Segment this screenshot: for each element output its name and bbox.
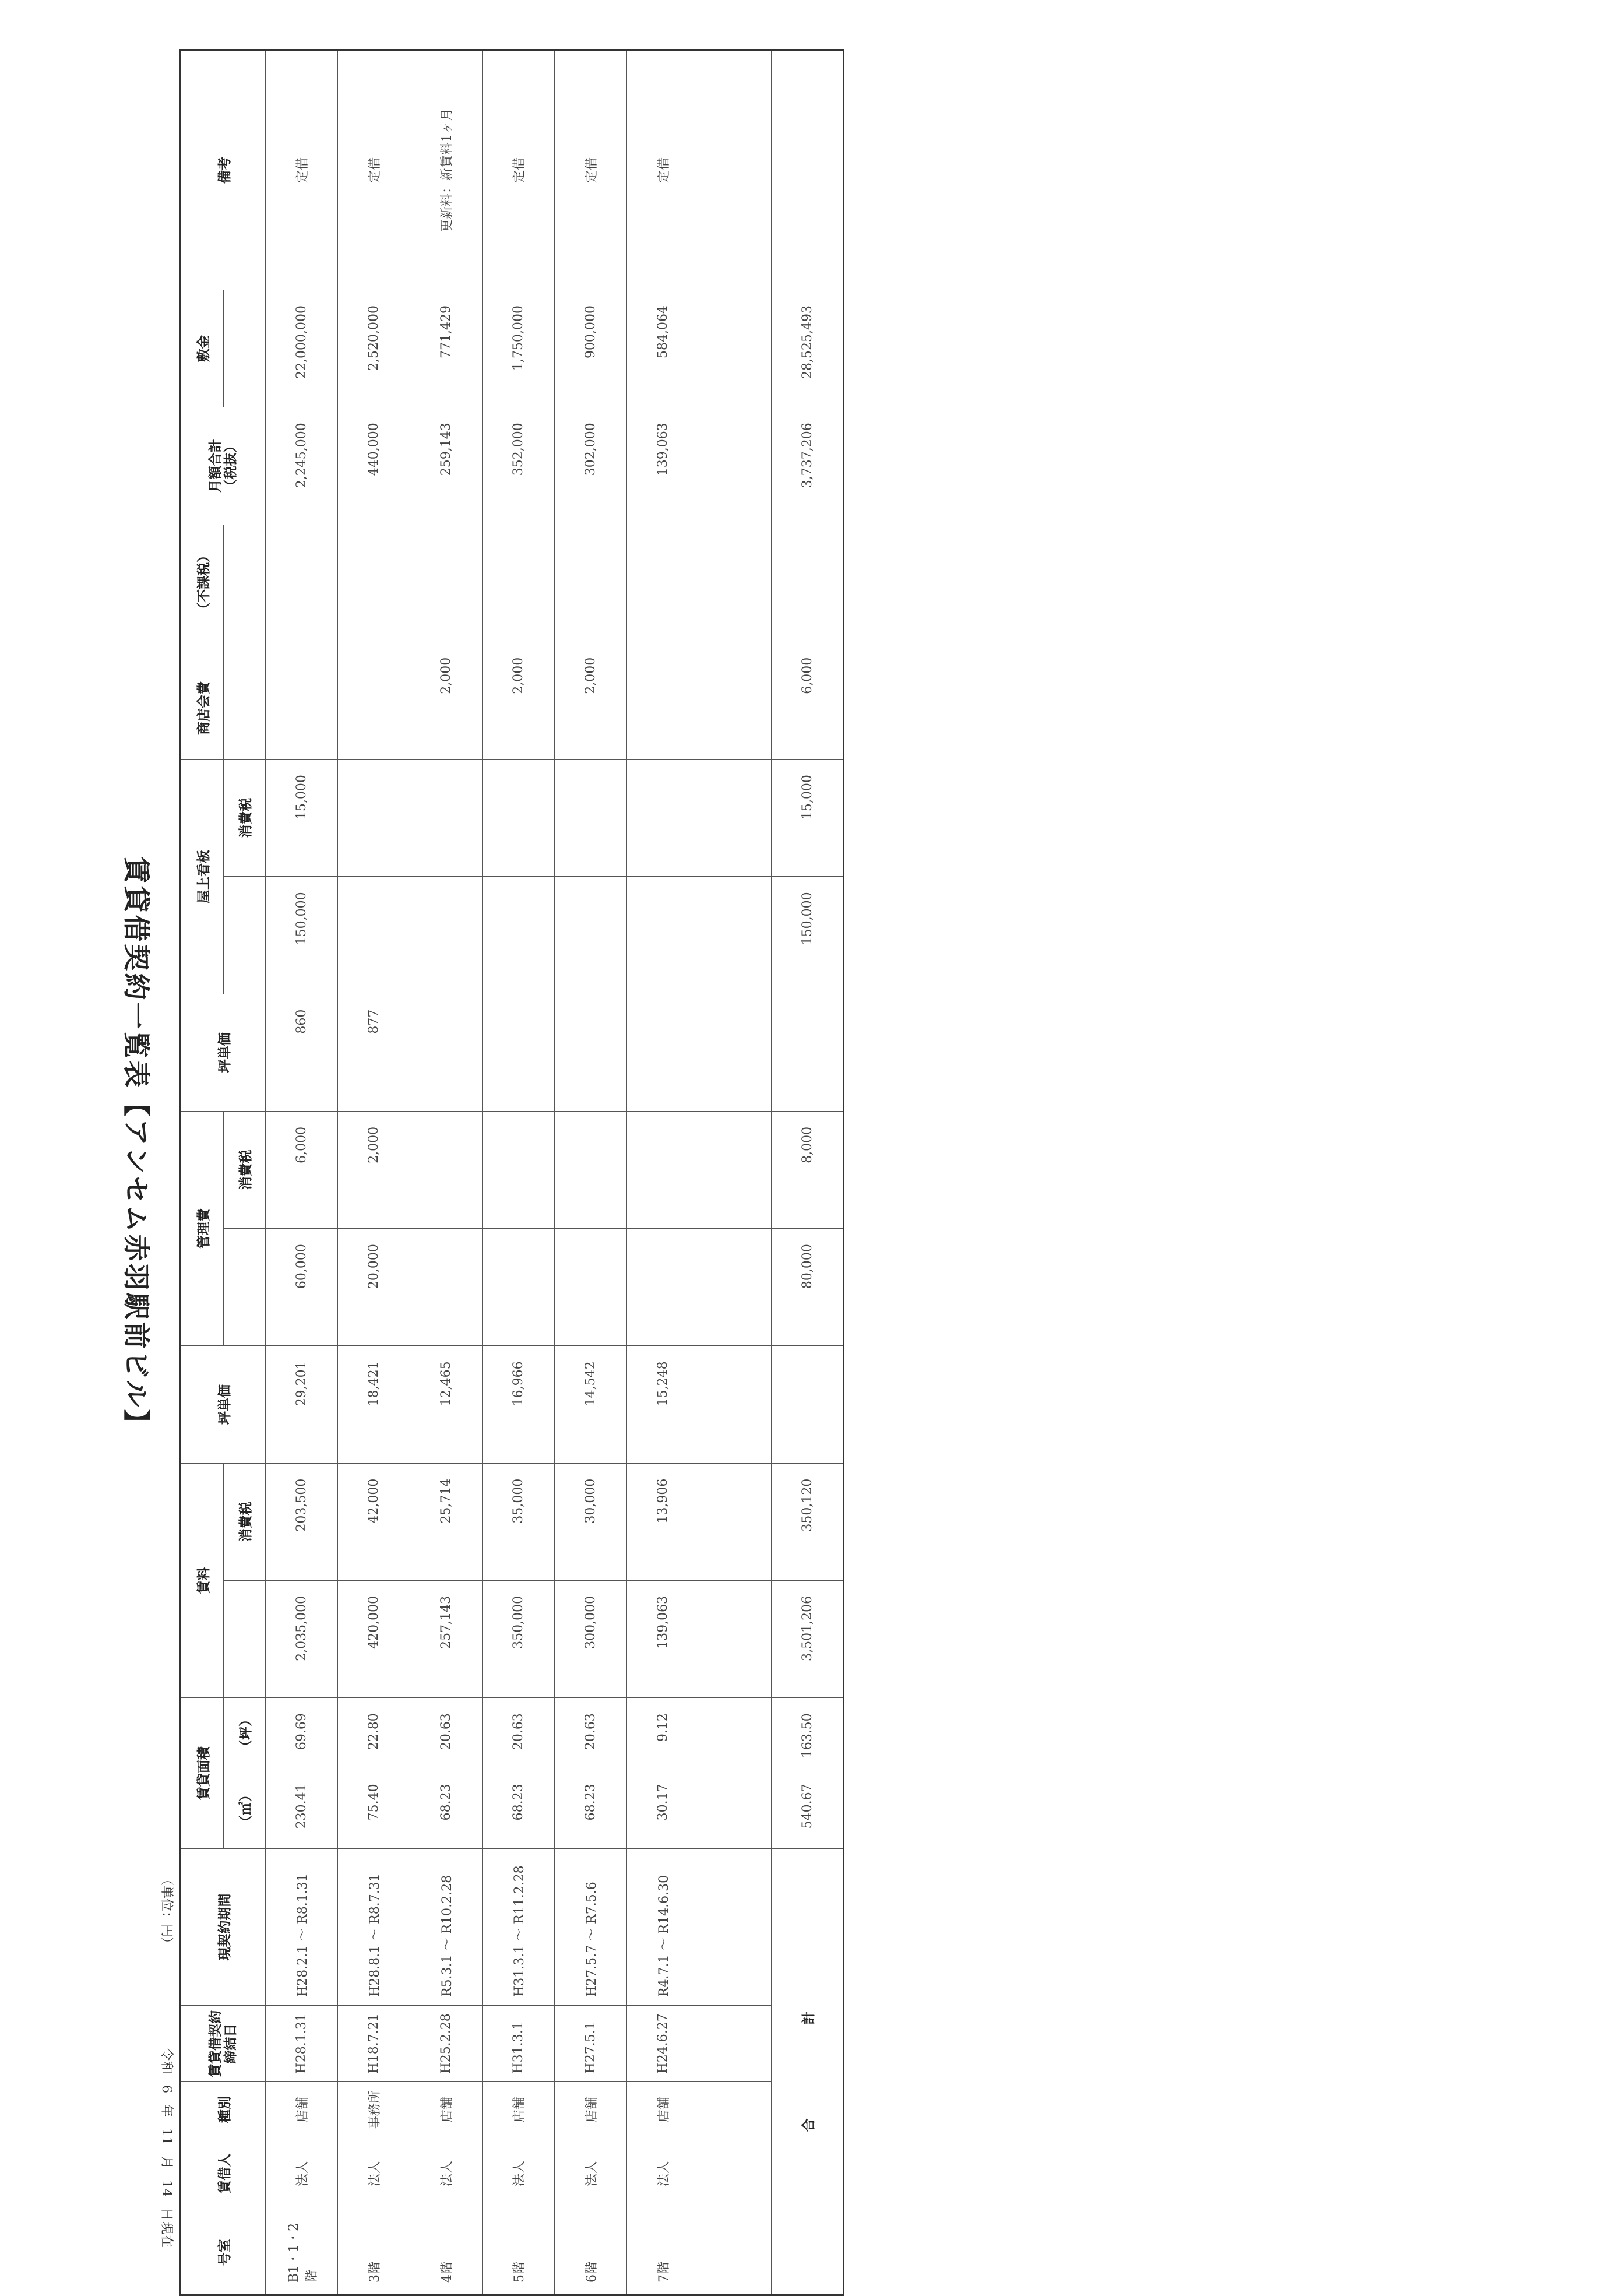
cell-rent-unit: 29,201 xyxy=(266,1346,338,1463)
cell-mgmt: 20,000 xyxy=(338,1229,410,1346)
cell-assoc-blank xyxy=(555,525,627,642)
cell-area-m2 xyxy=(699,1768,772,1849)
cell-period: R4.7.1 ～ R14.6.30 xyxy=(627,1848,699,2005)
cell-rent-unit: 16,966 xyxy=(483,1346,555,1463)
cell-rent: 350,000 xyxy=(483,1580,555,1697)
cell-room: 7階 xyxy=(627,2210,699,2295)
lease-rows xyxy=(266,50,844,2295)
cell-assoc-blank xyxy=(699,525,772,642)
cell-rent: 420,000 xyxy=(338,1580,410,1697)
header-deposit: 敷金 xyxy=(181,290,224,407)
cell-sign-tax xyxy=(338,760,410,877)
header-lessee: 賃借人 xyxy=(181,2137,266,2210)
total-rent-tax: 350,120 xyxy=(772,1463,844,1580)
cell-rent-tax: 42,000 xyxy=(338,1463,410,1580)
cell-mgmt: 60,000 xyxy=(266,1229,338,1346)
cell-rent-tax: 25,714 xyxy=(410,1463,483,1580)
cell-assoc-blank xyxy=(266,525,338,642)
cell-mgmt-unit xyxy=(483,994,555,1111)
header-sign-amount xyxy=(224,877,266,994)
total-mgmt: 80,000 xyxy=(772,1229,844,1346)
total-monthly: 3,737,206 xyxy=(772,407,844,525)
cell-lessee: 法人 xyxy=(483,2137,555,2210)
cell-assoc-blank xyxy=(483,525,555,642)
cell-lessee: 法人 xyxy=(627,2137,699,2210)
total-mgmt-tax: 8,000 xyxy=(772,1111,844,1228)
cell-sign-tax xyxy=(483,760,555,877)
cell-deposit: 900,000 xyxy=(555,290,627,407)
total-label: 合 計 xyxy=(772,1848,844,2295)
header-area: 賃貸面積 xyxy=(181,1698,224,1849)
cell-mgmt-tax: 6,000 xyxy=(266,1111,338,1228)
cell-remarks: 定借 xyxy=(483,50,555,290)
cell-sign xyxy=(699,877,772,994)
cell-assoc: 2,000 xyxy=(555,642,627,759)
cell-lessee: 法人 xyxy=(266,2137,338,2210)
total-sign: 150,000 xyxy=(772,877,844,994)
header-mgmt-tax: 消費税 xyxy=(224,1111,266,1228)
cell-area-tsubo: 69.69 xyxy=(266,1698,338,1768)
cell-lessee: 法人 xyxy=(338,2137,410,2210)
cell-rent: 2,035,000 xyxy=(266,1580,338,1697)
cell-deposit: 584,064 xyxy=(627,290,699,407)
header-area-m2: （㎡） xyxy=(224,1768,266,1849)
cell-sign xyxy=(555,877,627,994)
cell-contract-date: H31.3.1 xyxy=(483,2006,555,2082)
cell-area-m2: 75.40 xyxy=(338,1768,410,1849)
total-rent-unit xyxy=(772,1346,844,1463)
cell-sign xyxy=(338,877,410,994)
cell-room: 4階 xyxy=(410,2210,483,2295)
lease-table xyxy=(179,49,844,2296)
cell-period: R5.3.1 ～ R10.2.28 xyxy=(410,1848,483,2005)
cell-rent-tax: 13,906 xyxy=(627,1463,699,1580)
date-note: 令和 6 年 11 月 14 日現在 xyxy=(159,2048,174,2248)
total-area-m2: 540.67 xyxy=(772,1768,844,1849)
cell-area-m2: 68.23 xyxy=(555,1768,627,1849)
header-sign: 屋上看板 xyxy=(181,760,224,994)
table-row xyxy=(338,50,410,2295)
cell-monthly: 352,000 xyxy=(483,407,555,525)
cell-area-tsubo: 20.63 xyxy=(555,1698,627,1768)
cell-sign-tax xyxy=(699,760,772,877)
cell-mgmt-tax xyxy=(627,1111,699,1228)
cell-kind: 店舗 xyxy=(483,2082,555,2137)
total-sign-tax: 15,000 xyxy=(772,760,844,877)
header-area-tsubo: （坪） xyxy=(224,1698,266,1768)
cell-assoc xyxy=(627,642,699,759)
header-monthly-line1: 月額合計 xyxy=(207,439,223,493)
cell-remarks: 定借 xyxy=(338,50,410,290)
document-title: 賃貸借契約一覧表【アンセム赤羽駅前ビル】 xyxy=(121,856,152,1439)
cell-mgmt xyxy=(483,1229,555,1346)
cell-mgmt xyxy=(699,1229,772,1346)
cell-area-tsubo: 20.63 xyxy=(410,1698,483,1768)
header-sign-tax: 消費税 xyxy=(224,760,266,877)
cell-monthly xyxy=(699,407,772,525)
cell-assoc: 2,000 xyxy=(483,642,555,759)
cell-remarks: 定借 xyxy=(266,50,338,290)
header-kind: 種別 xyxy=(181,2082,266,2137)
cell-period: H28.2.1 ～ R8.1.31 xyxy=(266,1848,338,2005)
header-room: 号室 xyxy=(181,2210,266,2295)
cell-sign-tax xyxy=(627,760,699,877)
cell-mgmt-tax xyxy=(410,1111,483,1228)
cell-kind: 店舗 xyxy=(555,2082,627,2137)
total-row xyxy=(772,50,844,2295)
cell-contract-date: H27.5.1 xyxy=(555,2006,627,2082)
cell-kind: 事務所 xyxy=(338,2082,410,2137)
cell-remarks: 定借 xyxy=(555,50,627,290)
cell-rent-tax: 30,000 xyxy=(555,1463,627,1580)
lease-table-wrapper xyxy=(179,49,839,2296)
cell-assoc-blank xyxy=(338,525,410,642)
cell-area-m2: 68.23 xyxy=(410,1768,483,1849)
cell-mgmt-tax xyxy=(483,1111,555,1228)
cell-area-tsubo xyxy=(699,1698,772,1768)
cell-assoc xyxy=(338,642,410,759)
cell-mgmt-unit xyxy=(627,994,699,1111)
cell-sign xyxy=(483,877,555,994)
cell-contract-date: H25.2.28 xyxy=(410,2006,483,2082)
total-assoc: 6,000 xyxy=(772,642,844,759)
cell-remarks: 定借 xyxy=(627,50,699,290)
table-row xyxy=(699,50,772,2295)
cell-sign: 150,000 xyxy=(266,877,338,994)
table-row xyxy=(555,50,627,2295)
cell-rent-tax: 203,500 xyxy=(266,1463,338,1580)
header-remarks: 備考 xyxy=(181,50,266,290)
cell-mgmt-unit: 877 xyxy=(338,994,410,1111)
header-rent-unit: 坪単価 xyxy=(181,1346,266,1463)
cell-rent-unit: 14,542 xyxy=(555,1346,627,1463)
cell-area-m2: 68.23 xyxy=(483,1768,555,1849)
header-contract-date-line1: 賃貸借契約 xyxy=(207,2010,223,2077)
header-contract-date-line2: 締結日 xyxy=(223,2023,238,2064)
cell-assoc-blank xyxy=(410,525,483,642)
header-period: 現契約期間 xyxy=(181,1848,266,2005)
cell-mgmt-tax xyxy=(555,1111,627,1228)
header-deposit-sub xyxy=(224,290,266,407)
cell-kind: 店舗 xyxy=(627,2082,699,2137)
table-row xyxy=(483,50,555,2295)
cell-kind xyxy=(699,2082,772,2137)
table-row xyxy=(410,50,483,2295)
header-mgmt-unit: 坪単価 xyxy=(181,994,266,1111)
cell-rent: 139,063 xyxy=(627,1580,699,1697)
cell-lessee xyxy=(699,2137,772,2210)
cell-deposit: 771,429 xyxy=(410,290,483,407)
header-monthly-line2: （税抜） xyxy=(223,439,238,493)
cell-rent: 300,000 xyxy=(555,1580,627,1697)
cell-contract-date xyxy=(699,2006,772,2082)
cell-monthly: 259,143 xyxy=(410,407,483,525)
cell-room xyxy=(699,2210,772,2295)
table-row xyxy=(266,50,338,2295)
cell-rent: 257,143 xyxy=(410,1580,483,1697)
cell-sign xyxy=(627,877,699,994)
cell-rent-unit: 18,421 xyxy=(338,1346,410,1463)
cell-area-tsubo: 22.80 xyxy=(338,1698,410,1768)
cell-remarks: 更新料：新賃料1ヶ月 xyxy=(410,50,483,290)
cell-sign-tax xyxy=(555,760,627,877)
cell-mgmt-unit xyxy=(699,994,772,1111)
header-assoc-note: （不課税） xyxy=(195,548,212,616)
unit-note: （単位：円） xyxy=(159,1873,174,1950)
cell-area-m2: 30.17 xyxy=(627,1768,699,1849)
cell-period: H31.3.1 ～ R11.2.28 xyxy=(483,1848,555,2005)
total-assoc-blank xyxy=(772,525,844,642)
cell-monthly: 139,063 xyxy=(627,407,699,525)
cell-rent-unit: 12,465 xyxy=(410,1346,483,1463)
cell-monthly: 2,245,000 xyxy=(266,407,338,525)
header-rent-tax: 消費税 xyxy=(224,1463,266,1580)
cell-deposit: 22,000,000 xyxy=(266,290,338,407)
cell-area-tsubo: 9.12 xyxy=(627,1698,699,1768)
header-contract-date xyxy=(181,2006,266,2082)
cell-mgmt xyxy=(555,1229,627,1346)
header-mgmt-amount xyxy=(224,1229,266,1346)
cell-period xyxy=(699,1848,772,2005)
cell-deposit xyxy=(699,290,772,407)
cell-sign-tax: 15,000 xyxy=(266,760,338,877)
cell-mgmt xyxy=(627,1229,699,1346)
cell-rent-unit xyxy=(699,1346,772,1463)
cell-rent xyxy=(699,1580,772,1697)
header-assoc-label: 商店会費 xyxy=(195,681,212,735)
cell-mgmt-unit: 860 xyxy=(266,994,338,1111)
cell-deposit: 1,750,000 xyxy=(483,290,555,407)
cell-assoc: 2,000 xyxy=(410,642,483,759)
total-rent: 3,501,206 xyxy=(772,1580,844,1697)
header-assoc-blank xyxy=(224,525,266,642)
header-assoc-amount xyxy=(224,642,266,759)
total-area-tsubo: 163.50 xyxy=(772,1698,844,1768)
cell-period: H28.8.1 ～ R8.7.31 xyxy=(338,1848,410,2005)
cell-mgmt xyxy=(410,1229,483,1346)
header-assoc xyxy=(181,525,224,760)
cell-contract-date: H24.6.27 xyxy=(627,2006,699,2082)
cell-rent-tax: 35,000 xyxy=(483,1463,555,1580)
cell-rent-tax xyxy=(699,1463,772,1580)
cell-contract-date: H28.1.31 xyxy=(266,2006,338,2082)
cell-sign-tax xyxy=(410,760,483,877)
cell-deposit: 2,520,000 xyxy=(338,290,410,407)
cell-monthly: 440,000 xyxy=(338,407,410,525)
cell-assoc xyxy=(266,642,338,759)
total-remarks xyxy=(772,50,844,290)
cell-remarks xyxy=(699,50,772,290)
cell-contract-date: H18.7.21 xyxy=(338,2006,410,2082)
cell-mgmt-tax xyxy=(699,1111,772,1228)
total-deposit: 28,525,493 xyxy=(772,290,844,407)
header-rent: 賃料 xyxy=(181,1463,224,1698)
cell-area-m2: 230.41 xyxy=(266,1768,338,1849)
table-row xyxy=(627,50,699,2295)
cell-kind: 店舗 xyxy=(410,2082,483,2137)
cell-assoc xyxy=(699,642,772,759)
cell-area-tsubo: 20.63 xyxy=(483,1698,555,1768)
cell-lessee: 法人 xyxy=(410,2137,483,2210)
cell-period: H27.5.7 ～ R7.5.6 xyxy=(555,1848,627,2005)
cell-room: 6階 xyxy=(555,2210,627,2295)
header-monthly xyxy=(181,407,266,525)
cell-mgmt-unit xyxy=(410,994,483,1111)
cell-mgmt-tax: 2,000 xyxy=(338,1111,410,1228)
cell-mgmt-unit xyxy=(555,994,627,1111)
header-rent-amount xyxy=(224,1580,266,1697)
header-mgmt: 管理費 xyxy=(181,1111,224,1346)
cell-sign xyxy=(410,877,483,994)
cell-assoc-blank xyxy=(627,525,699,642)
cell-lessee: 法人 xyxy=(555,2137,627,2210)
cell-kind: 店舗 xyxy=(266,2082,338,2137)
cell-room: 5階 xyxy=(483,2210,555,2295)
cell-room: B1・1・2階 xyxy=(266,2210,338,2295)
cell-room: 3階 xyxy=(338,2210,410,2295)
cell-monthly: 302,000 xyxy=(555,407,627,525)
total-mgmt-unit xyxy=(772,994,844,1111)
cell-rent-unit: 15,248 xyxy=(627,1346,699,1463)
